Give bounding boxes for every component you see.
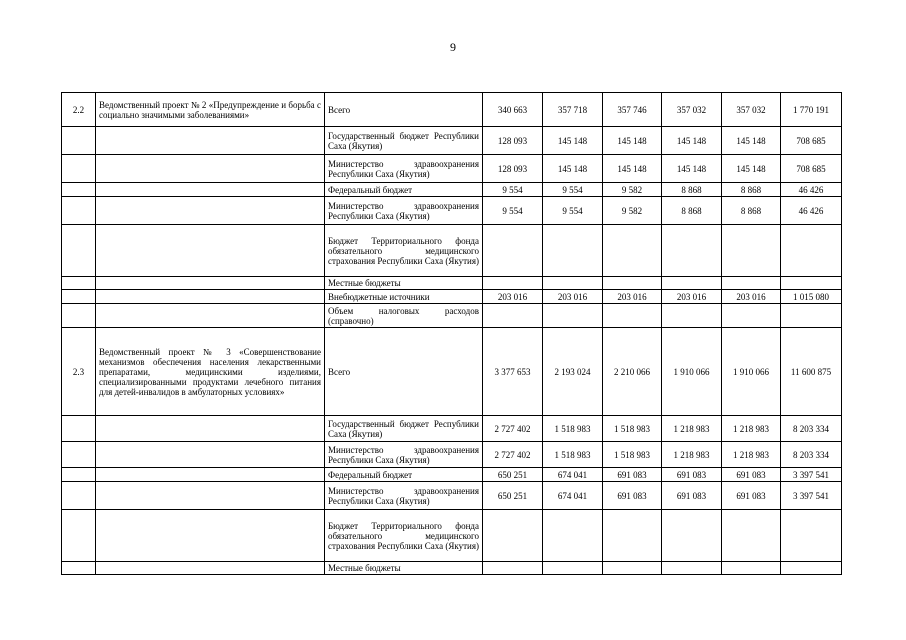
- year-value-cell: [662, 562, 722, 575]
- year-value-cell: 2 727 402: [483, 442, 543, 468]
- project-name-cell: [96, 127, 325, 155]
- year-value-cell: [662, 510, 722, 562]
- project-name-cell: [96, 290, 325, 304]
- total-value-cell: 708 685: [781, 127, 842, 155]
- year-value-cell: 203 016: [543, 290, 603, 304]
- year-value-cell: [662, 304, 722, 328]
- table-row: [62, 277, 842, 290]
- total-value-cell: 1 015 080: [781, 290, 842, 304]
- table-row: [62, 416, 842, 442]
- year-value-cell: [722, 304, 781, 328]
- year-value-cell: 1 910 066: [662, 328, 722, 416]
- item-number-cell: 2.2: [62, 93, 96, 127]
- project-name-cell: [96, 468, 325, 482]
- year-value-cell: 1 218 983: [722, 442, 781, 468]
- year-value-cell: 203 016: [483, 290, 543, 304]
- item-number-cell: [62, 442, 96, 468]
- year-value-cell: 128 093: [483, 127, 543, 155]
- year-value-cell: 1 218 983: [722, 416, 781, 442]
- year-value-cell: 145 148: [543, 127, 603, 155]
- year-value-cell: 340 663: [483, 93, 543, 127]
- year-value-cell: 691 083: [662, 482, 722, 510]
- year-value-cell: 1 518 983: [543, 416, 603, 442]
- year-value-cell: 1 518 983: [543, 442, 603, 468]
- project-name-cell: [96, 442, 325, 468]
- total-value-cell: [781, 277, 842, 290]
- funding-source-cell: Местные бюджеты: [325, 277, 483, 290]
- table-row: [62, 468, 842, 482]
- year-value-cell: 357 032: [662, 93, 722, 127]
- year-value-cell: 203 016: [662, 290, 722, 304]
- table-row: [62, 290, 842, 304]
- year-value-cell: 9 582: [603, 183, 662, 197]
- item-number-cell: [62, 304, 96, 328]
- table-row: [62, 304, 842, 328]
- funding-source-cell: Всего: [325, 93, 483, 127]
- project-name-cell: [96, 482, 325, 510]
- year-value-cell: [662, 277, 722, 290]
- item-number-cell: [62, 562, 96, 575]
- funding-source-cell: Местные бюджеты: [325, 562, 483, 575]
- project-name-cell: Ведомственный проект № 2 «Предупреждение и борьба с социально значимыми заболеваниями»: [96, 93, 325, 127]
- funding-source-cell: Объем налоговых расходов (справочно): [325, 304, 483, 328]
- funding-source-cell: Министерство здравоохранения Республики Саха (Якутия): [325, 197, 483, 225]
- table-row: [62, 93, 842, 127]
- year-value-cell: [603, 277, 662, 290]
- funding-source-cell: Всего: [325, 328, 483, 416]
- item-number-cell: [62, 416, 96, 442]
- total-value-cell: [781, 510, 842, 562]
- year-value-cell: 357 718: [543, 93, 603, 127]
- year-value-cell: 145 148: [722, 127, 781, 155]
- item-number-cell: [62, 155, 96, 183]
- total-value-cell: [781, 304, 842, 328]
- year-value-cell: [543, 225, 603, 277]
- total-value-cell: 11 600 875: [781, 328, 842, 416]
- item-number-cell: [62, 183, 96, 197]
- year-value-cell: 8 868: [722, 183, 781, 197]
- funding-source-cell: Внебюджетные источники: [325, 290, 483, 304]
- total-value-cell: 1 770 191: [781, 93, 842, 127]
- year-value-cell: 1 218 983: [662, 416, 722, 442]
- year-value-cell: 9 554: [483, 183, 543, 197]
- year-value-cell: [662, 225, 722, 277]
- table-row: [62, 183, 842, 197]
- project-name-cell: [96, 225, 325, 277]
- total-value-cell: 3 397 541: [781, 482, 842, 510]
- item-number-cell: [62, 225, 96, 277]
- table-body: [62, 93, 842, 575]
- funding-source-cell: Федеральный бюджет: [325, 183, 483, 197]
- year-value-cell: 691 083: [722, 468, 781, 482]
- project-name-cell: [96, 510, 325, 562]
- year-value-cell: 8 868: [662, 197, 722, 225]
- table-row: [62, 562, 842, 575]
- year-value-cell: 203 016: [722, 290, 781, 304]
- item-number-cell: [62, 482, 96, 510]
- year-value-cell: 357 746: [603, 93, 662, 127]
- funding-source-cell: Министерство здравоохранения Республики Саха (Якутия): [325, 155, 483, 183]
- year-value-cell: [483, 225, 543, 277]
- funding-source-cell: Министерство здравоохранения Республики Саха (Якутия): [325, 442, 483, 468]
- year-value-cell: 9 554: [543, 197, 603, 225]
- year-value-cell: 8 868: [722, 197, 781, 225]
- year-value-cell: 674 041: [543, 468, 603, 482]
- total-value-cell: 8 203 334: [781, 416, 842, 442]
- year-value-cell: [603, 304, 662, 328]
- year-value-cell: 8 868: [662, 183, 722, 197]
- page-number: 9: [450, 40, 456, 54]
- year-value-cell: 128 093: [483, 155, 543, 183]
- year-value-cell: [483, 277, 543, 290]
- year-value-cell: 691 083: [662, 468, 722, 482]
- funding-source-cell: Бюджет Территориального фонда обязательного медицинского страхования Республики Саха (Якутия): [325, 225, 483, 277]
- year-value-cell: [722, 510, 781, 562]
- year-value-cell: 203 016: [603, 290, 662, 304]
- year-value-cell: [543, 562, 603, 575]
- year-value-cell: [722, 225, 781, 277]
- year-value-cell: 9 582: [603, 197, 662, 225]
- item-number-cell: 2.3: [62, 328, 96, 416]
- year-value-cell: 674 041: [543, 482, 603, 510]
- table-row: [62, 127, 842, 155]
- year-value-cell: [543, 277, 603, 290]
- table-row: [62, 442, 842, 468]
- year-value-cell: 650 251: [483, 482, 543, 510]
- project-name-cell: [96, 155, 325, 183]
- table-row: [62, 482, 842, 510]
- year-value-cell: 145 148: [662, 127, 722, 155]
- item-number-cell: [62, 197, 96, 225]
- year-value-cell: 145 148: [543, 155, 603, 183]
- year-value-cell: 145 148: [603, 155, 662, 183]
- project-name-cell: [96, 416, 325, 442]
- year-value-cell: 2 193 024: [543, 328, 603, 416]
- year-value-cell: 1 518 983: [603, 442, 662, 468]
- year-value-cell: 3 377 653: [483, 328, 543, 416]
- year-value-cell: 1 518 983: [603, 416, 662, 442]
- year-value-cell: [483, 304, 543, 328]
- year-value-cell: 9 554: [483, 197, 543, 225]
- year-value-cell: [722, 277, 781, 290]
- year-value-cell: [603, 562, 662, 575]
- year-value-cell: 9 554: [543, 183, 603, 197]
- year-value-cell: 691 083: [722, 482, 781, 510]
- year-value-cell: 145 148: [722, 155, 781, 183]
- funding-source-cell: Бюджет Территориального фонда обязательного медицинского страхования Республики Саха (Якутия): [325, 510, 483, 562]
- year-value-cell: [483, 510, 543, 562]
- total-value-cell: [781, 225, 842, 277]
- total-value-cell: [781, 562, 842, 575]
- year-value-cell: 145 148: [662, 155, 722, 183]
- funding-source-cell: Министерство здравоохранения Республики Саха (Якутия): [325, 482, 483, 510]
- funding-source-cell: Государственный бюджет Республики Саха (Якутия): [325, 416, 483, 442]
- year-value-cell: [543, 510, 603, 562]
- project-name-cell: [96, 277, 325, 290]
- table-row: [62, 328, 842, 416]
- project-name-cell: [96, 304, 325, 328]
- year-value-cell: [603, 225, 662, 277]
- item-number-cell: [62, 277, 96, 290]
- year-value-cell: [483, 562, 543, 575]
- table-row: [62, 155, 842, 183]
- year-value-cell: [722, 562, 781, 575]
- year-value-cell: 1 910 066: [722, 328, 781, 416]
- table-row: [62, 225, 842, 277]
- budget-table: [61, 92, 842, 575]
- item-number-cell: [62, 127, 96, 155]
- funding-source-cell: Государственный бюджет Республики Саха (Якутия): [325, 127, 483, 155]
- project-name-cell: [96, 197, 325, 225]
- year-value-cell: 2 727 402: [483, 416, 543, 442]
- item-number-cell: [62, 290, 96, 304]
- project-name-cell: Ведомственный проект № 3 «Совершенствование механизмов обеспечения населения лекарственными препаратами, медицинскими изделиями, специализированными продуктами лечебного питания для детей-инвалидов в амбулаторных условиях»: [96, 328, 325, 416]
- year-value-cell: [603, 510, 662, 562]
- total-value-cell: 708 685: [781, 155, 842, 183]
- table-row: [62, 197, 842, 225]
- year-value-cell: 2 210 066: [603, 328, 662, 416]
- year-value-cell: [543, 304, 603, 328]
- table-row: [62, 510, 842, 562]
- year-value-cell: 357 032: [722, 93, 781, 127]
- project-name-cell: [96, 562, 325, 575]
- total-value-cell: 8 203 334: [781, 442, 842, 468]
- item-number-cell: [62, 468, 96, 482]
- project-name-cell: [96, 183, 325, 197]
- total-value-cell: 46 426: [781, 183, 842, 197]
- year-value-cell: 691 083: [603, 468, 662, 482]
- year-value-cell: 1 218 983: [662, 442, 722, 468]
- year-value-cell: 691 083: [603, 482, 662, 510]
- funding-source-cell: Федеральный бюджет: [325, 468, 483, 482]
- year-value-cell: 145 148: [603, 127, 662, 155]
- year-value-cell: 650 251: [483, 468, 543, 482]
- total-value-cell: 3 397 541: [781, 468, 842, 482]
- total-value-cell: 46 426: [781, 197, 842, 225]
- item-number-cell: [62, 510, 96, 562]
